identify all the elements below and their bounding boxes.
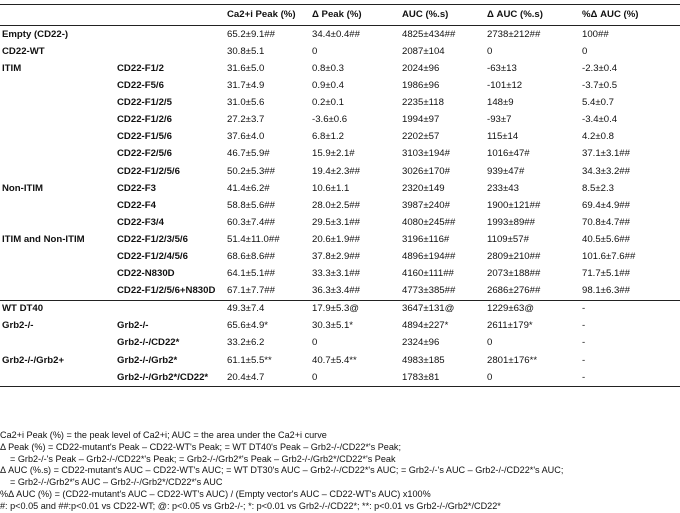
cell-delta-peak: 30.3±5.1* — [312, 320, 354, 332]
cell-pct-delta-auc: - — [582, 337, 586, 349]
table-row — [0, 26, 680, 44]
cell-construct: CD22-F1/2/3/5/6 — [117, 233, 188, 245]
cell-ca-peak: 30.8±5.1 — [227, 45, 265, 57]
cell-delta-auc: 2611±179* — [487, 320, 533, 332]
cell-group: ITIM — [2, 62, 22, 74]
cell-pct-delta-auc: 98.1±6.3## — [582, 285, 630, 297]
cell-auc: 2024±96 — [402, 62, 440, 74]
cell-pct-delta-auc: - — [582, 354, 586, 366]
cell-pct-delta-auc: 37.1±3.1## — [582, 148, 630, 160]
cell-delta-auc: 1229±63@ — [485, 300, 580, 318]
cell-delta-peak: 0 — [312, 45, 318, 57]
cell-delta-auc: 233±43 — [487, 182, 519, 194]
cell-pct-delta-auc: 69.4±4.9## — [582, 199, 630, 211]
cell-construct: CD22-F1/2/5/6 — [117, 165, 180, 177]
cell-group: Empty (CD22-) — [2, 28, 69, 40]
note-pct-delta-auc: %Δ AUC (%) = (CD22-mutant's AUC – CD22-WT's AUC) / (Empty vector's AUC – CD22-WT's AUC) x100% — [0, 488, 431, 499]
header-auc: AUC (%.s) — [400, 5, 485, 26]
cell-pct-delta-auc: 0 — [582, 45, 588, 57]
cell-auc: 4773±385## — [402, 285, 456, 297]
cell-ca-peak: 20.4±4.7 — [225, 369, 310, 387]
header-group — [0, 5, 115, 26]
cell-delta-peak: 28.0±2.5## — [312, 199, 360, 211]
cell-ca-peak: 64.1±5.1## — [227, 268, 275, 280]
table-row — [0, 231, 680, 248]
cell-ca-peak: 65.6±4.9* — [227, 320, 269, 332]
table-body — [0, 26, 680, 387]
cell-construct: CD22-F1/2 — [117, 62, 164, 74]
cell-delta-auc: -63±13 — [487, 62, 517, 74]
table-row — [0, 300, 680, 318]
note-delta-peak-cont: = Grb2-/-'s Peak – Grb2-/-/CD22*'s Peak; = Grb2-/-/Grb2*'s Peak – Grb2-/-/Grb2*/CD22*'s Peak — [10, 453, 396, 464]
cell-auc: 3647±131@ — [400, 300, 485, 318]
cell-pct-delta-auc: - — [580, 300, 680, 318]
cell-delta-auc: 148±9 — [487, 97, 514, 109]
cell-delta-auc: -101±12 — [487, 80, 523, 92]
cell-auc: 3103±194# — [402, 148, 450, 160]
cell-construct: CD22-F2/5/6 — [117, 148, 172, 160]
cell-auc: 2202±57 — [402, 131, 440, 143]
cell-auc: 4160±111## — [402, 268, 454, 280]
cell-delta-peak: 0 — [312, 337, 318, 349]
cell-ca-peak: 65.2±9.1## — [227, 28, 275, 40]
cell-construct: CD22-F5/6 — [117, 80, 164, 92]
table-row — [0, 163, 680, 180]
note-delta-auc: Δ AUC (%.s) = CD22-mutant's AUC – CD22-WT's AUC; = WT DT30's AUC – Grb2-/-/CD22*'s AUC; = Grb2-/-'s AUC – Grb2-/-/CD22*'s AUC; — [0, 465, 564, 476]
cell-pct-delta-auc: 34.3±3.2## — [582, 165, 630, 177]
cell-construct: Grb2-/-/CD22* — [117, 337, 180, 349]
cell-delta-auc: 1109±57# — [487, 233, 529, 245]
cell-construct: CD22-F1/5/6 — [117, 131, 172, 143]
cell-ca-peak: 60.3±7.4## — [227, 216, 275, 228]
table-row — [0, 180, 680, 197]
cell-pct-delta-auc: 100## — [582, 28, 609, 40]
cell-delta-peak: 33.3±3.1## — [312, 268, 360, 280]
header-delta-peak: Δ Peak (%) — [310, 5, 400, 26]
header-delta-auc: Δ AUC (%.s) — [485, 5, 580, 26]
cell-pct-delta-auc: 4.2±0.8 — [582, 131, 614, 143]
table-footnotes — [0, 430, 680, 513]
cell-ca-peak: 68.6±8.6## — [227, 251, 275, 263]
cell-auc: 4894±227* — [402, 320, 449, 332]
cell-auc: 3196±116# — [402, 233, 450, 245]
note-delta-peak: Δ Peak (%) = CD22-mutant's Peak – CD22-WT's Peak; = WT DT40's Peak – Grb2-/-/CD22*'s Peak; — [0, 441, 401, 452]
cell-auc: 3987±240# — [402, 199, 450, 211]
cell-group — [0, 197, 115, 214]
cell-group — [0, 163, 115, 180]
cell-delta-auc: -93±7 — [487, 114, 512, 126]
cell-ca-peak: 27.2±3.7 — [227, 114, 265, 126]
table-row — [0, 111, 680, 128]
cell-delta-auc: 2073±188## — [487, 268, 541, 280]
cell-delta-auc: 2738±212## — [487, 28, 541, 40]
cell-group — [0, 111, 115, 128]
cell-delta-auc: 0 — [487, 45, 493, 57]
cell-pct-delta-auc: 70.8±4.7## — [582, 216, 630, 228]
cell-delta-peak: 20.6±1.9## — [312, 233, 360, 245]
table-row — [0, 369, 680, 387]
cell-ca-peak: 61.1±5.5** — [227, 354, 272, 366]
cell-group: ITIM and Non-ITIM — [2, 233, 85, 245]
cell-ca-peak: 33.2±6.2 — [227, 337, 265, 349]
cell-construct: CD22-F4 — [117, 199, 156, 211]
cell-group: WT DT40 — [0, 300, 115, 318]
cell-construct: CD22-F1/2/5 — [117, 97, 172, 109]
note-significance: #: p<0.05 and ##:p<0.01 vs CD22-WT; @: p<0.05 vs Grb2-/-; *: p<0.01 vs Grb2-/-/CD22*; **: p<0.01 vs Grb2-/-/Grb2*/CD22* — [0, 500, 501, 511]
cell-construct: Grb2-/- — [117, 320, 149, 332]
cell-construct — [115, 300, 225, 318]
table-row — [0, 60, 680, 77]
cell-auc: 2235±118 — [402, 97, 444, 109]
cell-pct-delta-auc: -2.3±0.4 — [582, 62, 618, 74]
cell-auc: 4896±194## — [402, 251, 456, 263]
cell-construct: CD22-F1/2/6 — [117, 114, 172, 126]
cell-pct-delta-auc: -3.7±0.5 — [582, 80, 618, 92]
cell-delta-auc: 0 — [487, 337, 493, 349]
cell-delta-peak: 37.8±2.9## — [312, 251, 360, 263]
table-row — [0, 94, 680, 111]
cell-construct: CD22-N830D — [117, 268, 175, 280]
cell-delta-peak: 29.5±3.1## — [312, 216, 360, 228]
cell-delta-auc: 2686±276## — [487, 285, 541, 297]
cell-construct: Grb2-/-/Grb2* — [117, 354, 178, 366]
cell-auc: 2324±96 — [402, 337, 440, 349]
cell-auc: 4983±185 — [402, 354, 445, 366]
cell-delta-peak: 0.2±0.1 — [312, 97, 344, 109]
cell-ca-peak: 41.4±6.2# — [227, 182, 270, 194]
cell-delta-auc: 1900±121## — [487, 199, 541, 211]
table-row — [0, 197, 680, 214]
cell-auc: 2320±149 — [402, 182, 445, 194]
cell-delta-peak: 6.8±1.2 — [312, 131, 344, 143]
table-row — [0, 265, 680, 282]
cell-ca-peak: 67.1±7.7## — [227, 285, 275, 297]
cell-auc: 1783±81 — [400, 369, 485, 387]
cell-auc: 3026±170# — [402, 165, 450, 177]
cell-auc: 1994±97 — [402, 114, 440, 126]
note-definitions: Ca2+i Peak (%) = the peak level of Ca2+i; AUC = the area under the Ca2+i curve — [0, 430, 327, 440]
cell-delta-peak: 0.8±0.3 — [312, 62, 344, 74]
cell-group — [0, 265, 115, 282]
cell-group — [0, 248, 115, 265]
cell-group — [0, 282, 115, 300]
header-ca-peak: Ca2+i Peak (%) — [225, 5, 310, 26]
cell-delta-peak: -3.6±0.6 — [312, 114, 348, 126]
cell-delta-peak: 0 — [310, 369, 400, 387]
cell-auc: 1986±96 — [402, 80, 440, 92]
table-row — [0, 146, 680, 163]
cell-construct: CD22-F1/2/4/5/6 — [117, 251, 188, 263]
cell-ca-peak: 31.7±4.9 — [227, 80, 265, 92]
table-row — [0, 318, 680, 335]
cell-group: Grb2-/- — [2, 320, 34, 332]
cell-group: Grb2-/-/Grb2+ — [2, 354, 65, 366]
table-row — [0, 248, 680, 265]
cell-delta-peak: 10.6±1.1 — [312, 182, 350, 194]
cell-pct-delta-auc: 40.5±5.6## — [582, 233, 630, 245]
cell-group — [0, 335, 115, 352]
cell-delta-peak: 34.4±0.4## — [312, 28, 360, 40]
cell-ca-peak: 58.8±5.6## — [227, 199, 275, 211]
cell-group — [0, 94, 115, 111]
cell-construct: CD22-F3 — [117, 182, 156, 194]
note-delta-auc-cont: = Grb2-/-/Grb2*'s AUC – Grb2-/-/Grb2*/CD22*'s AUC — [10, 477, 223, 488]
cell-delta-peak: 40.7±5.4** — [312, 354, 357, 366]
cell-delta-peak: 0.9±0.4 — [312, 80, 344, 92]
cell-delta-peak: 36.3±3.4## — [312, 285, 360, 297]
cell-group: CD22-WT — [2, 45, 45, 57]
cell-ca-peak: 49.3±7.4 — [225, 300, 310, 318]
cell-ca-peak: 51.4±11.0## — [227, 233, 280, 245]
cell-group — [0, 129, 115, 146]
header-construct — [115, 5, 225, 26]
cell-delta-peak: 17.9±5.3@ — [310, 300, 400, 318]
cell-delta-peak: 19.4±2.3## — [312, 165, 360, 177]
results-table — [0, 4, 680, 387]
cell-delta-auc: 115±14 — [487, 131, 519, 143]
table-row — [0, 214, 680, 231]
cell-ca-peak: 37.6±4.0 — [227, 131, 265, 143]
table-row — [0, 335, 680, 352]
cell-pct-delta-auc: -3.4±0.4 — [582, 114, 618, 126]
cell-construct: CD22-F1/2/5/6+N830D — [117, 285, 216, 297]
cell-construct: Grb2-/-/Grb2*/CD22* — [115, 369, 225, 387]
cell-construct: CD22-F3/4 — [117, 216, 164, 228]
cell-auc: 4080±245## — [402, 216, 456, 228]
cell-delta-auc: 1016±47# — [487, 148, 530, 160]
cell-pct-delta-auc: 5.4±0.7 — [582, 97, 614, 109]
cell-group — [0, 146, 115, 163]
cell-group — [0, 214, 115, 231]
cell-auc: 4825±434## — [402, 28, 456, 40]
cell-delta-auc: 939±47# — [487, 165, 525, 177]
table-header-row — [0, 5, 680, 26]
cell-ca-peak: 50.2±5.3## — [227, 165, 275, 177]
cell-group: Non-ITIM — [2, 182, 44, 194]
cell-delta-auc: 2801±176** — [487, 354, 538, 366]
header-pct-delta-auc: %Δ AUC (%) — [580, 5, 680, 26]
cell-delta-auc: 2809±210## — [487, 251, 541, 263]
cell-ca-peak: 46.7±5.9# — [227, 148, 270, 160]
cell-pct-delta-auc: 71.7±5.1## — [582, 268, 630, 280]
table-row — [0, 43, 680, 60]
cell-auc: 2087±104 — [402, 45, 445, 57]
table-row — [0, 77, 680, 94]
cell-ca-peak: 31.0±5.6 — [227, 97, 265, 109]
cell-delta-auc: 0 — [485, 369, 580, 387]
cell-group — [0, 369, 115, 387]
cell-pct-delta-auc: 101.6±7.6## — [582, 251, 636, 263]
cell-pct-delta-auc: - — [580, 369, 680, 387]
cell-pct-delta-auc: - — [582, 320, 586, 332]
cell-ca-peak: 31.6±5.0 — [227, 62, 265, 74]
cell-construct — [115, 26, 225, 44]
cell-construct — [115, 43, 225, 60]
cell-group — [0, 77, 115, 94]
cell-delta-auc: 1993±89## — [487, 216, 535, 228]
table-row — [0, 129, 680, 146]
cell-pct-delta-auc: 8.5±2.3 — [582, 182, 614, 194]
cell-delta-peak: 15.9±2.1# — [312, 148, 355, 160]
table-row — [0, 352, 680, 369]
table-row — [0, 282, 680, 300]
